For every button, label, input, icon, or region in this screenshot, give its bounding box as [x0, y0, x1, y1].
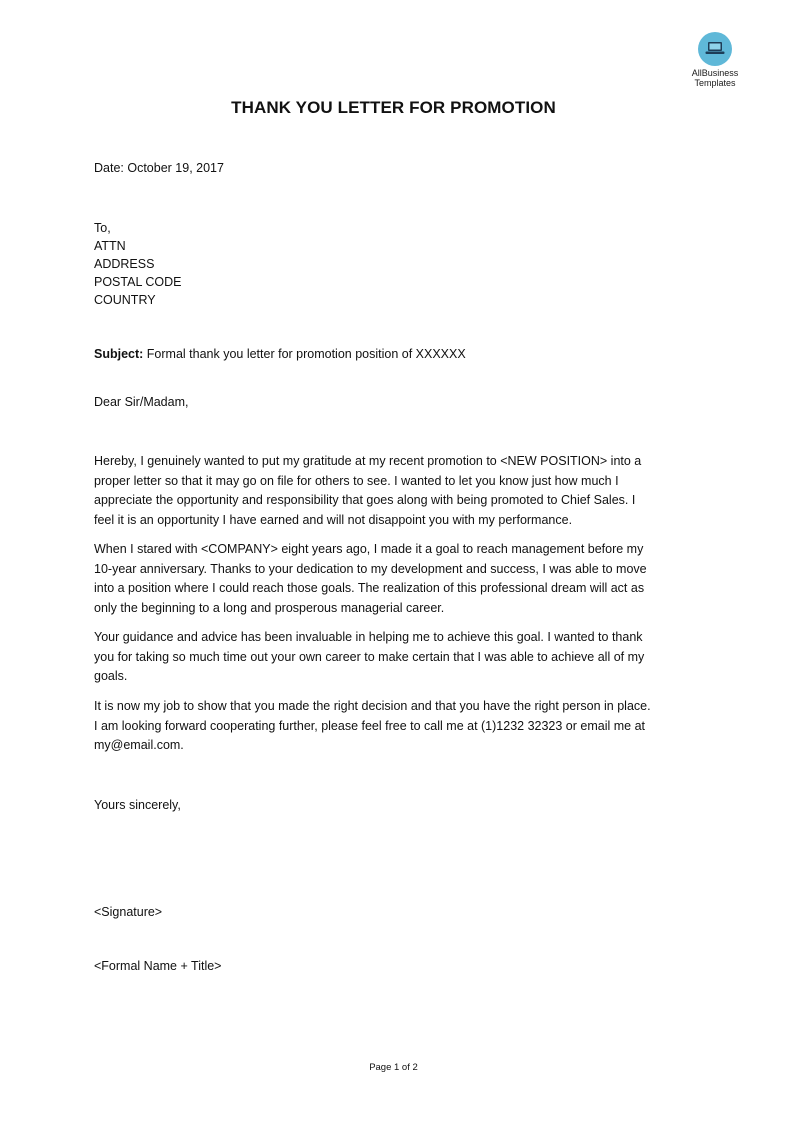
- paragraph-line: I am looking forward cooperating further, please feel free to call me at (1)1232 32323 or email me at: [94, 718, 645, 733]
- signature-placeholder: <Signature>: [94, 905, 163, 919]
- laptop-icon: [698, 32, 732, 66]
- paragraph-line: Your guidance and advice has been invaluable in helping me to achieve this goal. I wanted to thank: [94, 630, 643, 644]
- paragraph-line: only the beginning to a long and prosperous managerial career.: [94, 600, 445, 615]
- paragraph-line: appreciate the opportunity and responsibility that goes along with being promoted to Chief Sales. I: [94, 493, 636, 507]
- subject-label: Subject:: [94, 347, 144, 361]
- address-line: COUNTRY: [94, 293, 156, 307]
- address-line: POSTAL CODE: [94, 275, 182, 289]
- paragraph-line: you for taking so much time out your own career to make certain that I was able to achieve all of my: [94, 649, 645, 664]
- logo-line-1: AllBusiness: [691, 68, 739, 78]
- address-line: To,: [94, 221, 111, 235]
- paragraph-line: proper letter so that it may go on file for others to see. I wanted to let you know just how much I: [94, 473, 619, 488]
- paragraph-line: into a position where I could reach those goals. The realization of this professional dream will act as: [94, 581, 645, 595]
- address-line: ATTN: [94, 239, 126, 253]
- closing: Yours sincerely,: [94, 798, 181, 812]
- paragraph-line: When I stared with <COMPANY> eight years ago, I made it a goal to reach management before my: [94, 542, 644, 556]
- brand-logo: [683, 32, 747, 88]
- paragraph-line: It is now my job to show that you made the right decision and that you have the right person in place.: [94, 699, 651, 713]
- page-number: Page 1 of 2: [369, 1062, 418, 1073]
- logo-line-2: Templates: [694, 78, 736, 88]
- letter-date: Date: October 19, 2017: [94, 161, 224, 175]
- body-paragraph-3: [94, 628, 714, 687]
- paragraph-line: goals.: [94, 669, 128, 683]
- salutation: Dear Sir/Madam,: [94, 395, 189, 409]
- body-paragraph-2: [94, 540, 714, 618]
- body-paragraph-1: [94, 452, 714, 530]
- paragraph-line: feel it is an opportunity I have earned and will not disappoint you with my performance.: [94, 512, 573, 527]
- address-line: ADDRESS: [94, 257, 155, 271]
- paragraph-line: my@email.com.: [94, 738, 184, 752]
- page-title: THANK YOU LETTER FOR PROMOTION: [231, 98, 556, 117]
- subject-text: Formal thank you letter for promotion position of XXXXXX: [143, 347, 466, 361]
- body-paragraph-4: [94, 697, 714, 756]
- paragraph-line: Hereby, I genuinely wanted to put my gratitude at my recent promotion to <NEW POSITION> into a: [94, 454, 642, 468]
- name-title-placeholder: <Formal Name + Title>: [94, 959, 222, 973]
- paragraph-line: 10-year anniversary. Thanks to your dedication to my development and success, I was able to move: [94, 561, 647, 576]
- subject-line: [94, 345, 466, 363]
